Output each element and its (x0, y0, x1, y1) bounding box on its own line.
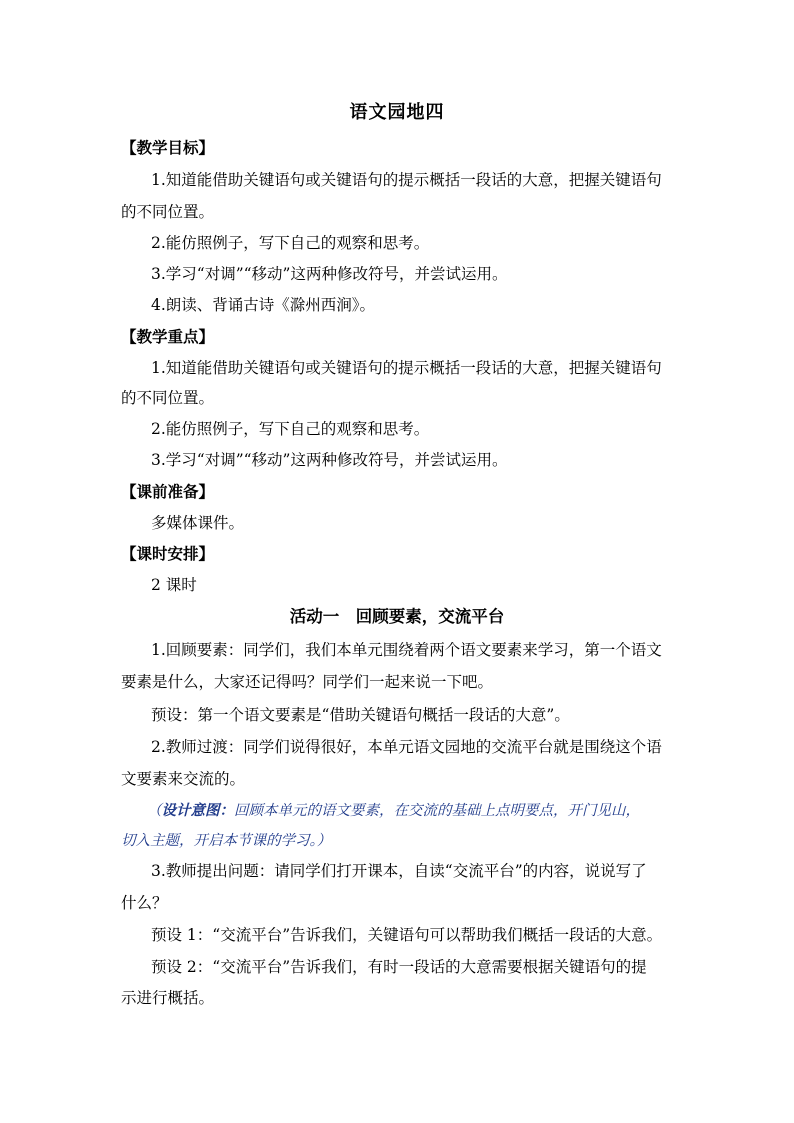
section-header-goals: 【教学目标】 (121, 139, 215, 157)
activity-para-1-cont: 要素是什么，大家还记得吗？同学们一起来说一下吧。 (121, 673, 494, 691)
section-header-prep: 【课前准备】 (121, 483, 215, 501)
focus-3: 3.学习“对调”“移动”这两种修改符号，并尝试运用。 (151, 451, 508, 469)
prep-text: 多媒体课件。 (151, 514, 245, 532)
focus-2: 2.能仿照例子，写下自己的观察和思考。 (151, 420, 430, 438)
activity-para-2: 2.教师过渡：同学们说得很好，本单元语文园地的交流平台就是围绕这个语 (151, 738, 662, 756)
goal-2: 2.能仿照例子，写下自己的观察和思考。 (151, 234, 430, 252)
activity-para-3-cont: 什么？ (121, 894, 168, 912)
goal-1: 1.知道能借助关键语句或关键语句的提示概括一段话的大意，把握关键语句 (151, 171, 662, 189)
design-intent-label: 设计意图： (161, 802, 234, 819)
activity-title: 活动一 回顾要素，交流平台 (289, 607, 505, 626)
activity-para-3: 3.教师提出问题：请同学们打开课本，自读“交流平台”的内容，说说写了 (151, 862, 647, 880)
goal-4: 4.朗读、背诵古诗《滁州西涧》。 (151, 296, 376, 314)
goal-1-cont: 的不同位置。 (121, 203, 215, 221)
design-intent: （设计意图：回顾本单元的语文要素，在交流的基础上点明要点，开门见山， (147, 802, 640, 819)
page-title: 语文园地四 (349, 102, 445, 123)
section-header-time: 【课时安排】 (121, 545, 215, 563)
goal-3: 3.学习“对调”“移动”这两种修改符号，并尝试运用。 (151, 265, 508, 283)
focus-1-cont: 的不同位置。 (121, 389, 215, 407)
design-intent-text: 回顾本单元的语文要素，在交流的基础上点明要点，开门见山， (234, 803, 640, 819)
activity-para-2-cont: 文要素来交流的。 (121, 770, 246, 788)
activity-presupposition-1: 预设 1：“交流平台”告诉我们，关键语句可以帮助我们概括一段话的大意。 (151, 926, 663, 944)
activity-presupposition-2: 预设 2：“交流平台”告诉我们，有时一段话的大意需要根据关键语句的提 (151, 958, 647, 976)
time-text: 2 课时 (151, 576, 197, 594)
activity-para-1: 1.回顾要素：同学们，我们本单元围绕着两个语文要素来学习，第一个语文 (151, 641, 662, 659)
activity-presupposition: 预设：第一个语文要素是“借助关键语句概括一段话的大意”。 (151, 706, 570, 724)
section-header-focus: 【教学重点】 (121, 328, 215, 346)
focus-1: 1.知道能借助关键语句或关键语句的提示概括一段话的大意，把握关键语句 (151, 359, 662, 377)
design-intent-cont: 切入主题，开启本节课的学习。） (121, 833, 332, 849)
activity-presupposition-2-cont: 示进行概括。 (121, 989, 215, 1007)
